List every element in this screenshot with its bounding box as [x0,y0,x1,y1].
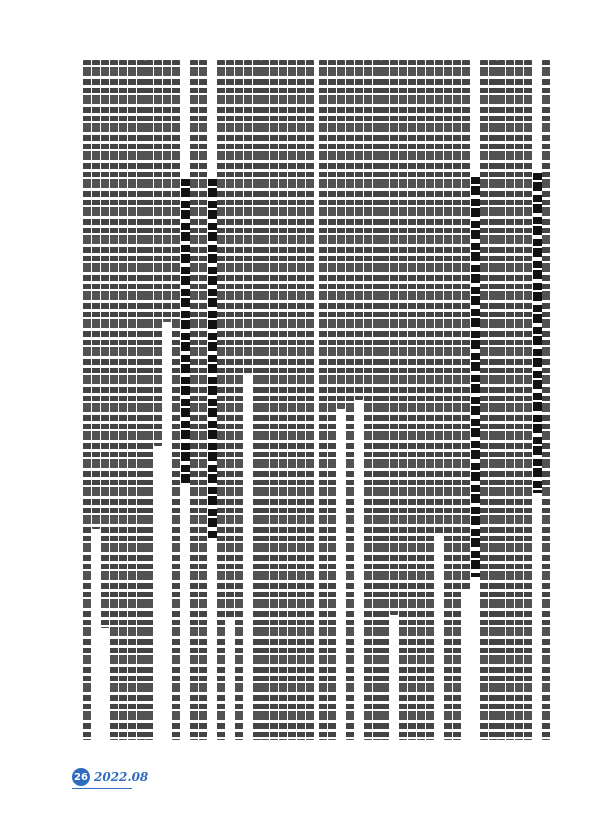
text-line [101,60,109,628]
text-line [346,60,354,740]
text-line [408,60,416,740]
text-line [172,60,180,740]
text-line [306,60,314,740]
heading-text-line [533,173,542,493]
text-line [480,60,488,740]
text-line [253,60,261,740]
text-line [297,60,305,740]
text-line [270,60,278,740]
text-line [364,60,372,740]
text-line [453,60,461,740]
text-line [435,60,443,534]
text-line [390,60,398,615]
text-line [355,60,363,400]
text-line [154,60,162,446]
text-line [163,60,171,322]
text-line [244,60,252,375]
text-line [373,60,381,740]
text-line [190,60,198,740]
text-line [524,60,532,740]
text-line [515,60,523,740]
text-line [137,60,145,740]
text-line [444,60,452,740]
issue-number: 2022.08 [94,770,149,784]
text-line [145,60,153,740]
heading-text-line [471,177,480,577]
text-line [399,60,407,740]
text-line [261,60,269,740]
text-line [426,60,434,740]
footer-rule [72,788,132,789]
text-line [128,60,136,740]
page-number: 26 [72,768,90,786]
heading-text-line [208,179,217,539]
text-line [217,60,225,740]
text-line [417,60,425,740]
page-footer [72,768,148,786]
text-column-right [318,60,550,740]
text-line [92,60,100,529]
text-line [199,60,207,740]
text-line [226,60,234,619]
text-line [497,60,505,740]
heading-text-line [181,179,190,485]
text-line [328,60,336,740]
text-line [381,60,389,740]
text-line [542,60,550,740]
text-line [83,60,91,740]
text-line [288,60,296,740]
text-line [462,60,470,592]
text-line [506,60,514,740]
text-line [279,60,287,740]
text-line [110,60,118,740]
text-line [489,60,497,740]
text-line [119,60,127,740]
text-line [235,60,243,740]
text-column-left [82,60,314,740]
text-line [319,60,327,740]
text-line [337,60,345,409]
